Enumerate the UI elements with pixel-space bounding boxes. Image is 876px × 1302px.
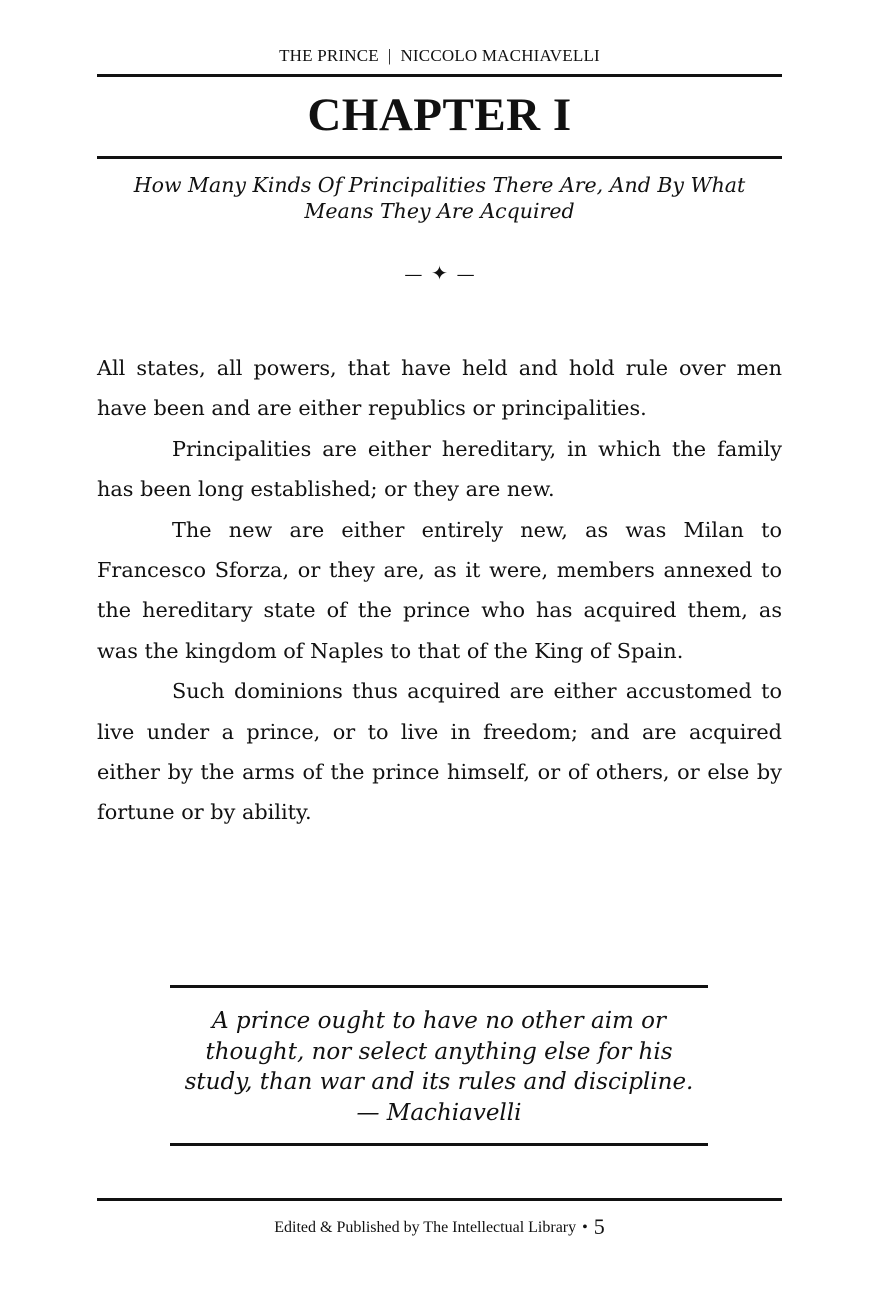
paragraph: All states, all powers, that have held and hold rule over men have been and are either republics or principalities.	[97, 356, 782, 421]
footer-rule	[97, 1198, 782, 1201]
header-rule	[97, 74, 782, 77]
section-ornament	[97, 260, 782, 288]
pull-quote-line: thought, nor select anything else for his	[205, 1038, 673, 1065]
footer-publisher: Edited & Published by The Intellectual Library	[274, 1219, 577, 1236]
running-header	[97, 46, 782, 66]
header-book-title: THE PRINCE	[279, 46, 379, 65]
pull-quote-attribution: — Machiavelli	[356, 1099, 522, 1126]
paragraph: Principalities are either hereditary, in which the family has been long established; or they are new.	[97, 436, 782, 502]
footer-bullet: •	[582, 1219, 588, 1236]
book-page	[97, 0, 782, 1302]
page-number: 5	[593, 1214, 605, 1239]
page-footer	[97, 1213, 782, 1242]
chapter-title: CHAPTER I	[307, 89, 572, 141]
paragraph: The new are either entirely new, as was Milan to Francesco Sforza, or they are, as it were, members annexed to the hereditary state of the prince who has acquired them, as was the kingdom of Naples to that of the King of Spain.	[97, 517, 782, 663]
pull-quote-line: study, than war and its rules and discipline.	[184, 1069, 694, 1095]
chapter-subtitle: How Many Kinds Of Principalities There Are, And By What Means They Are Acquired	[133, 173, 746, 223]
pull-quote	[170, 985, 708, 1146]
chapter-body	[97, 348, 782, 833]
header-separator: |	[387, 46, 392, 65]
header-author: NICCOLO MACHIAVELLI	[400, 46, 600, 65]
pull-quote-text	[170, 1006, 708, 1098]
paragraph: Such dominions thus acquired are either accustomed to live under a prince, or to live in freedom; and are acquired either by the arms of the prince himself, or of others, or else by fortune or by ability.	[97, 679, 782, 825]
ornament-dash-right: —	[456, 264, 475, 285]
ornament-dash-left: —	[404, 264, 423, 285]
title-rule	[97, 156, 782, 159]
star-ornament-icon: ✦	[431, 261, 448, 285]
pull-quote-line: A prince ought to have no other aim or	[211, 1008, 667, 1034]
